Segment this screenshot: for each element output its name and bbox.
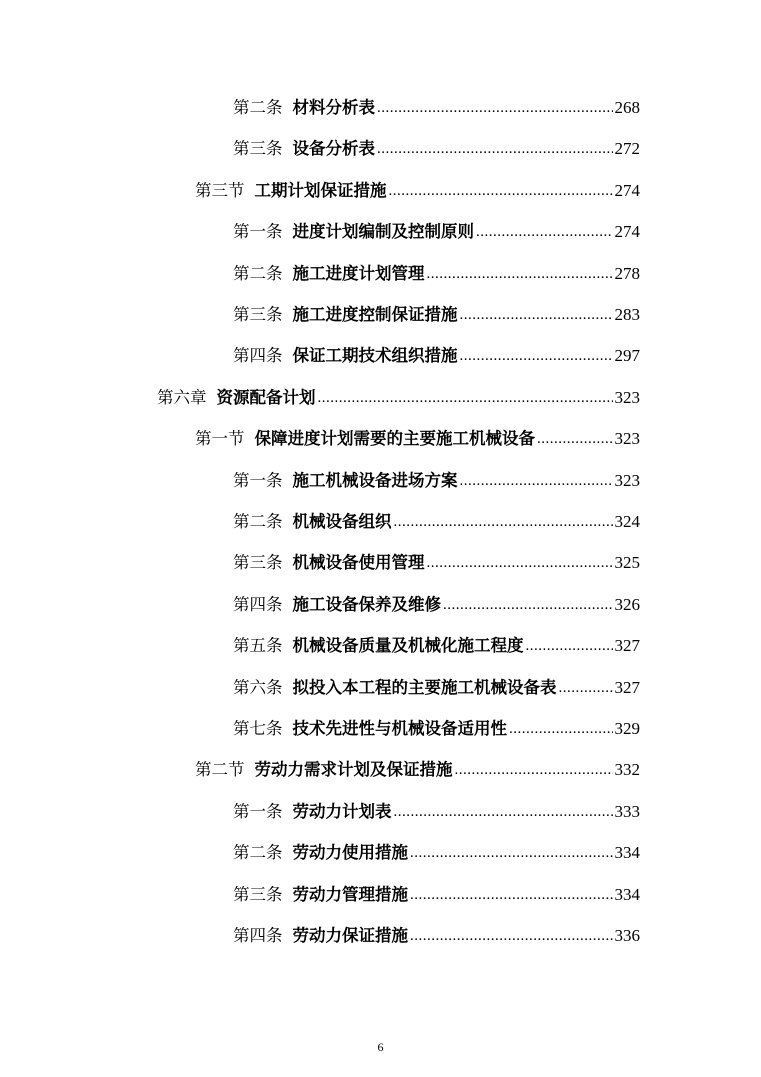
toc-dot-leader xyxy=(443,595,613,615)
toc-entry-page: 323 xyxy=(614,470,640,490)
toc-entry-number: 第一条 xyxy=(233,801,283,821)
toc-dot-leader xyxy=(394,512,613,532)
toc-entry-title: 施工机械设备进场方案 xyxy=(292,470,458,490)
toc-entry-title: 施工设备保养及维修 xyxy=(292,594,441,614)
toc-entry[interactable] xyxy=(233,336,640,376)
toc-entry-page: 327 xyxy=(614,636,640,656)
toc-entry-page: 297 xyxy=(614,346,640,366)
toc-entry[interactable] xyxy=(233,129,640,169)
toc-entry-title: 机械设备质量及机械化施工程度 xyxy=(292,636,524,656)
toc-entry-number: 第四条 xyxy=(233,346,283,366)
toc-dot-leader xyxy=(377,98,613,118)
toc-entry-title: 资源配备计划 xyxy=(216,387,316,407)
toc-entry-number: 第四条 xyxy=(233,926,283,945)
toc-entry-title: 保证工期技术组织措施 xyxy=(292,346,458,366)
page-number: 6 xyxy=(377,1040,384,1054)
toc-entry-page: 323 xyxy=(614,387,640,407)
toc-dot-leader xyxy=(460,471,613,491)
toc-entry-title: 劳动力计划表 xyxy=(292,801,392,821)
toc-entry-number: 第二节 xyxy=(195,760,245,780)
toc-entry-page: 323 xyxy=(614,429,640,449)
toc-dot-leader xyxy=(410,926,613,946)
toc-entry-number: 第五条 xyxy=(233,636,283,656)
toc-entry-page: 327 xyxy=(614,677,640,697)
toc-entry-page: 329 xyxy=(614,719,640,738)
toc-dot-leader xyxy=(410,843,613,863)
toc-entry-page: 274 xyxy=(614,180,640,200)
toc-entry-title: 施工进度计划管理 xyxy=(292,263,425,283)
toc-entry-title: 劳动力管理措施 xyxy=(292,884,408,904)
toc-entry-title: 设备分析表 xyxy=(292,139,375,159)
toc-entry-title: 拟投入本工程的主要施工机械设备表 xyxy=(292,677,557,697)
toc-entry-title: 劳动力保证措施 xyxy=(292,926,408,945)
toc-dot-leader xyxy=(377,139,613,159)
toc-entry-title: 施工进度控制保证措施 xyxy=(292,305,458,324)
toc-entry-number: 第二条 xyxy=(233,512,283,531)
toc-entry[interactable] xyxy=(233,668,640,708)
toc-entry[interactable] xyxy=(195,750,640,790)
toc-entry[interactable] xyxy=(233,585,640,625)
toc-entry[interactable] xyxy=(233,502,640,542)
toc-entry-title: 材料分析表 xyxy=(292,98,375,117)
toc-entry-number: 第二条 xyxy=(233,843,283,863)
toc-entry-number: 第四条 xyxy=(233,594,283,614)
toc-entry[interactable] xyxy=(233,792,640,832)
toc-entry[interactable] xyxy=(233,212,640,252)
toc-entry-page: 332 xyxy=(614,760,640,780)
toc-entry-number: 第二条 xyxy=(233,98,283,117)
toc-entry-number: 第六章 xyxy=(157,387,207,407)
toc-entry-page: 283 xyxy=(614,305,640,324)
toc-dot-leader xyxy=(509,719,613,739)
toc-dot-leader xyxy=(537,429,613,449)
toc-dot-leader xyxy=(526,636,613,656)
toc-dot-leader xyxy=(460,305,613,325)
toc-entry-page: 324 xyxy=(614,512,640,531)
toc-entry-page: 334 xyxy=(614,843,640,863)
toc-dot-leader xyxy=(559,678,613,698)
toc-dot-leader xyxy=(476,222,613,242)
toc-entry-page: 268 xyxy=(614,98,640,117)
toc-entry-page: 334 xyxy=(614,884,640,904)
toc-dot-leader xyxy=(427,553,613,573)
toc-dot-leader xyxy=(460,346,613,366)
toc-entry-number: 第三条 xyxy=(233,884,283,904)
toc-entry[interactable] xyxy=(233,295,640,335)
toc-entry-number: 第一条 xyxy=(233,470,283,490)
toc-entry-number: 第二条 xyxy=(233,263,283,283)
toc-entry-number: 第三条 xyxy=(233,553,283,573)
toc-entry[interactable] xyxy=(233,709,640,749)
toc-entry-title: 进度计划编制及控制原则 xyxy=(292,222,474,242)
toc-entry-page: 336 xyxy=(614,926,640,945)
toc-entry[interactable] xyxy=(233,875,640,915)
toc-entry[interactable] xyxy=(195,419,640,459)
toc-entry[interactable] xyxy=(157,378,640,418)
toc-entry-number: 第三节 xyxy=(195,180,245,200)
toc-entry-page: 274 xyxy=(614,222,640,242)
toc-dot-leader xyxy=(427,264,613,284)
toc-entry-title: 劳动力使用措施 xyxy=(292,843,408,863)
toc-entry-number: 第三条 xyxy=(233,305,283,324)
toc-entry-title: 工期计划保证措施 xyxy=(254,180,387,200)
toc-entry[interactable] xyxy=(233,254,640,294)
toc-entry-number: 第六条 xyxy=(233,677,283,697)
toc-entry-page: 326 xyxy=(614,594,640,614)
toc-entry-title: 技术先进性与机械设备适用性 xyxy=(292,719,507,738)
toc-dot-leader xyxy=(455,760,613,780)
toc-entry-title: 劳动力需求计划及保证措施 xyxy=(254,760,453,780)
toc-entry-number: 第三条 xyxy=(233,139,283,159)
toc-entry[interactable] xyxy=(233,916,640,956)
toc-entry[interactable] xyxy=(233,833,640,873)
toc-dot-leader xyxy=(389,181,613,201)
toc-entry-page: 278 xyxy=(614,263,640,283)
toc-dot-leader xyxy=(318,388,613,408)
toc-entry-title: 机械设备使用管理 xyxy=(292,553,425,573)
toc-entry-number: 第一条 xyxy=(233,222,283,242)
toc-entry-title: 保障进度计划需要的主要施工机械设备 xyxy=(254,429,535,449)
toc-entry-page: 325 xyxy=(614,553,640,573)
toc-entry[interactable] xyxy=(233,543,640,583)
toc-dot-leader xyxy=(410,885,613,905)
toc-entry-number: 第一节 xyxy=(195,429,245,449)
toc-entry[interactable] xyxy=(233,626,640,666)
toc-entry[interactable] xyxy=(233,88,640,128)
toc-entry-number: 第七条 xyxy=(233,719,283,738)
toc-entry[interactable] xyxy=(233,461,640,501)
toc-entry-title: 机械设备组织 xyxy=(292,512,392,531)
toc-entry[interactable] xyxy=(195,171,640,211)
toc-entry-page: 272 xyxy=(614,139,640,159)
toc-entry-page: 333 xyxy=(614,801,640,821)
toc-dot-leader xyxy=(394,802,613,822)
